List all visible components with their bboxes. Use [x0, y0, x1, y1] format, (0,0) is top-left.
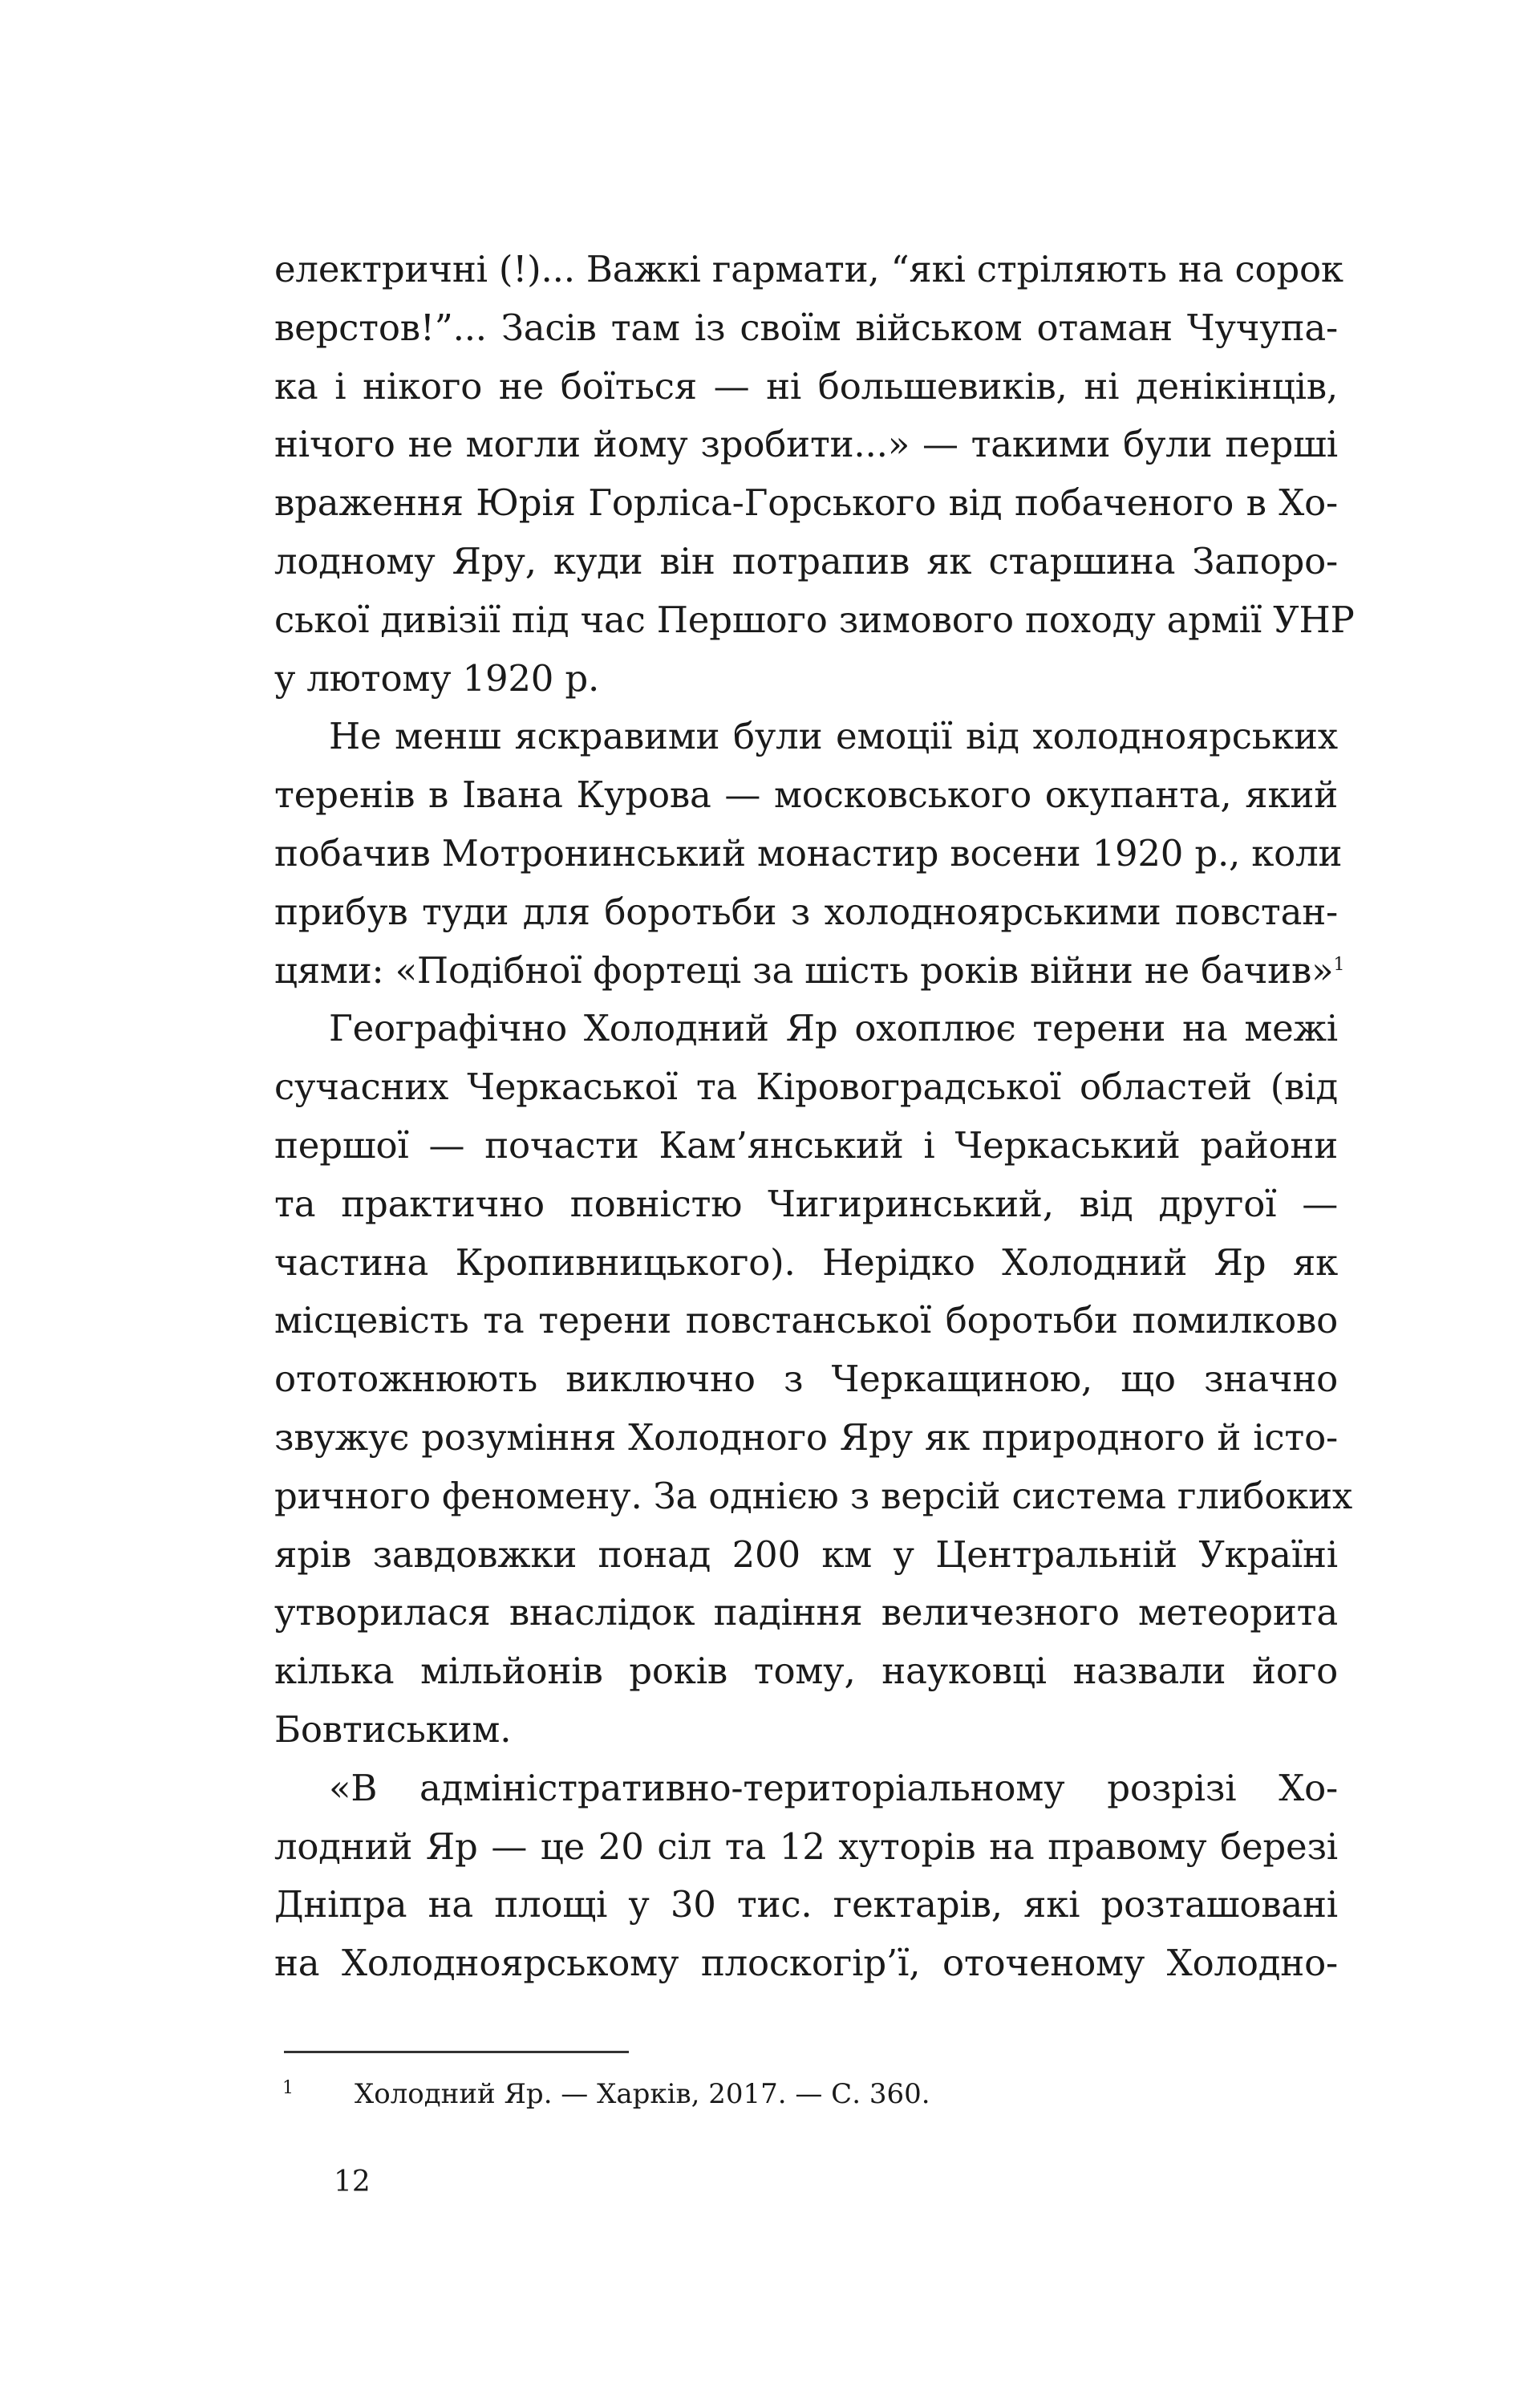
- text-line-content: та практично повністю Чигиринський, від другої —: [274, 1182, 1338, 1225]
- footnote: [282, 2068, 930, 2114]
- text-line-content: місцевість та терени повстанської боротьби помилково: [274, 1299, 1338, 1342]
- text-line-content: лодний Яр — це 20 сіл та 12 хуторів на правому березі: [274, 1825, 1338, 1868]
- text-line-content: сучасних Черкаської та Кіровоградської областей (від: [274, 1066, 1338, 1109]
- text-line: [274, 1760, 1338, 1818]
- text-line-content: Географічно Холодний Яр охоплює терени на межі: [329, 1007, 1338, 1050]
- text-line-content: частина Кропивницького). Нерідко Холодний Яр як: [274, 1240, 1338, 1284]
- footnote-mark: 1: [282, 2078, 294, 2098]
- text-line: [274, 1058, 1338, 1117]
- text-line: [274, 1350, 1338, 1409]
- text-line-content: ярів завдовжки понад 200 км у Центральній Україні: [274, 1532, 1338, 1576]
- footnote-divider: [284, 2051, 629, 2053]
- text-line: [274, 474, 1338, 533]
- text-line: [274, 708, 1338, 766]
- text-line: [274, 241, 1343, 299]
- text-line-content: прибув туди для боротьби з холодноярськими повстан-: [274, 890, 1338, 933]
- text-line-content: Бовтиським.: [274, 1707, 512, 1751]
- text-line-content: верстов!”... Засів там із своїм військом отаман Чучупа-: [274, 306, 1338, 349]
- text-line-content: Не менш яскравими були емоції від холодноярських: [329, 715, 1338, 758]
- text-line-content: «В адміністративно-територіальному розрізі Хо-: [329, 1766, 1338, 1809]
- text-line: [274, 299, 1338, 358]
- text-line-content: нічого не могли йому зробити...» — такими були перші: [274, 423, 1338, 466]
- text-line: [274, 1701, 1338, 1760]
- text-line-content: ототожнюють виключно з Черкащиною, що значно: [274, 1358, 1338, 1401]
- footnote-text: Холодний Яр. — Харків, 2017. — С. 360.: [355, 2078, 930, 2110]
- text-line: [274, 1642, 1338, 1701]
- text-line: [274, 766, 1338, 825]
- text-line: [274, 1584, 1338, 1642]
- text-line: [274, 416, 1338, 474]
- text-line-content: побачив Мотронинський монастир восени 1920 р., коли: [274, 831, 1343, 875]
- body-text: [274, 241, 1355, 1993]
- text-line: [274, 942, 1345, 1001]
- text-line-content: теренів в Івана Курова — московського окупанта, який: [274, 773, 1338, 817]
- text-line-content: кілька мільйонів років тому, науковці назвали його: [274, 1650, 1338, 1693]
- text-line: [274, 1818, 1338, 1877]
- text-line: [274, 825, 1343, 883]
- text-line-content: у лютому 1920 р.: [274, 656, 600, 700]
- text-line: [274, 1000, 1338, 1058]
- text-line-content: Дніпра на площі у 30 тис. гектарів, які розташовані: [274, 1883, 1338, 1926]
- text-line-content: на Холодноярському плоскогір’ї, оточеному Холодно-: [274, 1942, 1338, 1985]
- footnote-reference[interactable]: 1: [1333, 954, 1345, 975]
- text-line: [274, 1117, 1338, 1175]
- text-line-content: першої — почасти Кам’янський і Черкаський райони: [274, 1123, 1338, 1167]
- text-line: [274, 1467, 1353, 1526]
- text-line-content: ка і нікого не боїться — ні большевиків, ні денікінців,: [274, 364, 1338, 408]
- text-line-content: ричного феномену. За однією з версій система глибоких: [274, 1474, 1353, 1517]
- text-line: [274, 1409, 1338, 1467]
- text-line-content: електричні (!)... Важкі гармати, “які стріляють на сорок: [274, 248, 1343, 290]
- text-line: [274, 1234, 1338, 1293]
- text-line-content: утворилася внаслідок падіння величезного метеорита: [274, 1591, 1338, 1634]
- page-number: 12: [334, 2166, 371, 2198]
- text-line: [274, 1175, 1338, 1234]
- text-line-content: ської дивізії під час Першого зимового походу армії УНР: [274, 598, 1355, 641]
- text-line: [274, 883, 1338, 942]
- text-line: [274, 1876, 1338, 1934]
- text-line: [274, 533, 1338, 591]
- text-line-content: враження Юрія Горліса-Горського від побаченого в Хо-: [274, 481, 1338, 525]
- text-line: [274, 1292, 1338, 1350]
- text-line-content: звужує розуміння Холодного Яру як природного й істо-: [274, 1415, 1338, 1459]
- text-line: [274, 591, 1355, 650]
- text-line-content: цями: «Подібної фортеці за шість років війни не бачив»: [274, 948, 1334, 992]
- text-line: [274, 358, 1338, 416]
- text-line: [274, 1526, 1338, 1585]
- text-line: [274, 650, 1338, 708]
- text-line-content: лодному Яру, куди він потрапив як старшина Запоро-: [274, 539, 1338, 582]
- text-line: [274, 1934, 1338, 1993]
